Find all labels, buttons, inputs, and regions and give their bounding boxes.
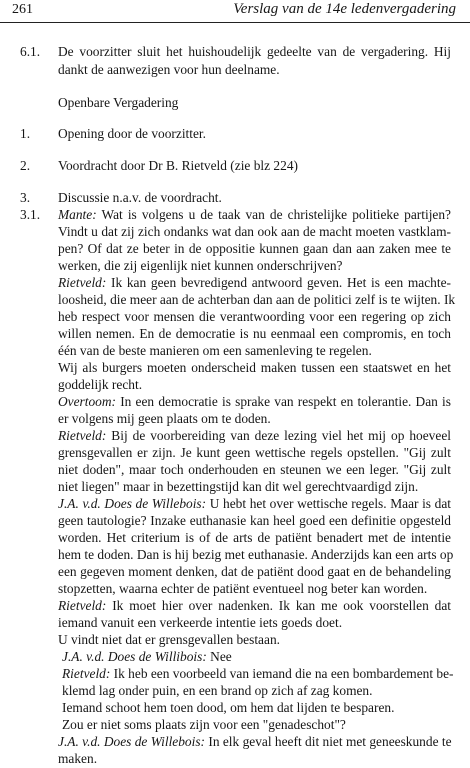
transcript-line: er volgens mij geen plaats om te doden. <box>58 411 271 426</box>
transcript-line: Rietveld: Bij de voorbereiding van deze lezing viel het mij op hoeveel <box>58 428 451 443</box>
item-6-1-line: De voorzitter sluit het huishoudelijk gedeelte van de vergadering. Hij <box>58 44 451 59</box>
transcript-line: Rietveld: Ik moet hier over nadenken. Ik kan me ook voorstellen dat <box>58 598 451 613</box>
transcript-line: heb respect voor mensen die verantwoording voor een regering op zich <box>58 309 451 324</box>
transcript-line: J.A. v.d. Does de Willebois: U hebt het over wettische regels. Maar is dat <box>58 496 452 511</box>
transcript-line: worden. Het criterium is of de arts de patiënt benadert met de intentie <box>58 530 451 545</box>
transcript-line: Rietveld: Ik heb een voorbeeld van iemand die na een bombardement be- <box>62 666 454 681</box>
transcript-line: Zou er niet soms plaats zijn voor een "genadeschot"? <box>62 717 346 732</box>
transcript-line: Rietveld: Ik kan geen bevredigend antwoord geven. Het is een machte- <box>58 275 451 290</box>
page-number: 261 <box>12 2 33 17</box>
item-1-number: 1. <box>20 126 31 141</box>
transcript-line: Mante: Wat is volgens u de taak van de christelijke politieke partijen? <box>58 207 451 222</box>
item-1-text: Opening door de voorzitter. <box>58 126 207 141</box>
transcript-line: loosheid, die meer aan de achterban dan aan de politici zelf is te wijten. Ik <box>58 292 456 307</box>
item-2-number: 2. <box>20 158 31 173</box>
transcript-line: klemd lag onder puin, en een brand op zich af zag komen. <box>62 683 373 698</box>
transcript-line: willen nemen. En de democratie is nu eenmaal een compromis, en toch <box>58 326 451 341</box>
item-6-1-line: dankt de aanwezigen voor hun deelname. <box>58 62 280 77</box>
transcript-line: een gegeven moment denken, dat de patiënt dood gaat en de behandeling <box>58 564 451 579</box>
transcript-line: niet liegen" maar in bezettingstijd kan dit wel gerechtvaardigd zijn. <box>58 479 419 494</box>
running-title: Verslag van de 14e ledenvergadering <box>233 1 456 17</box>
transcript-line: één van de beste manieren om een samenleving te regelen. <box>58 343 372 358</box>
transcript-line: geen tautologie? Inzake euthanasie kan heel goed een definitie opgesteld <box>58 513 451 528</box>
transcript-line: J.A. v.d. Does de Willibois: Nee <box>62 649 232 664</box>
item-3-text: Discussie n.a.v. de voordracht. <box>58 190 222 205</box>
speaker-name: J.A. v.d. Does de Willibois: <box>62 649 207 664</box>
transcript-line: hem te doden. Dan is hij bezig met euthanasie. Anderzijds kan een arts op <box>58 547 454 562</box>
transcript-line: Iemand schoot hem toen dood, om hem dat lijden te besparen. <box>62 700 395 715</box>
transcript-line: grensgevallen er zijn. Je kunt geen wettische regels opstellen. "Gij zult <box>58 445 451 460</box>
speaker-name: Rietveld: <box>58 275 107 290</box>
item-3-1-number: 3.1. <box>20 207 41 222</box>
page-header <box>0 0 470 23</box>
transcript-line: maken. <box>58 751 98 766</box>
speaker-name: J.A. v.d. Does de Willebois: <box>58 734 206 749</box>
transcript-line: pen? Of dat ze beter in de oppositie kunnen gaan dan aan zaken mee te <box>58 241 451 256</box>
transcript-line: J.A. v.d. Does de Willebois: In elk geval heeft dit niet met geneeskunde te <box>58 734 452 749</box>
transcript-line: goddelijk recht. <box>58 377 143 392</box>
transcript-line: niet doden", maar toch onderhouden en steunen we een leger. "Gij zult <box>58 462 451 477</box>
speaker-name: Overtoom: <box>58 394 117 409</box>
transcript-line: Vindt u dat zij zich ondanks wat dan ook aan de macht moeten vastklam- <box>58 224 451 239</box>
transcript-line: iemand vanuit een verkeerde intentie iets goeds doet. <box>58 615 343 630</box>
speaker-name: Rietveld: <box>62 666 111 681</box>
transcript-line: Overtoom: In een democratie is sprake van respekt en tolerantie. Dan is <box>58 394 451 409</box>
transcript-line: Wij als burgers moeten onderscheid maken tussen een staatswet en het <box>58 360 451 375</box>
item-3-number: 3. <box>20 190 31 205</box>
transcript-line: U vindt niet dat er grensgevallen bestaan. <box>58 632 280 647</box>
transcript-line: werken, die zij eigenlijk niet kunnen onderschrijven? <box>58 258 343 273</box>
speaker-name: Mante: <box>58 207 97 222</box>
transcript-line: stopzetten, waarna echter de patiënt eventueel nog beter kan worden. <box>58 581 428 596</box>
speaker-name: Rietveld: <box>58 428 107 443</box>
item-6-1-number: 6.1. <box>20 44 41 59</box>
section-heading: Openbare Vergadering <box>58 95 179 110</box>
speaker-name: J.A. v.d. Does de Willebois: <box>58 496 207 511</box>
speaker-name: Rietveld: <box>58 598 107 613</box>
item-2-text: Voordracht door Dr B. Rietveld (zie blz 224) <box>58 158 298 173</box>
